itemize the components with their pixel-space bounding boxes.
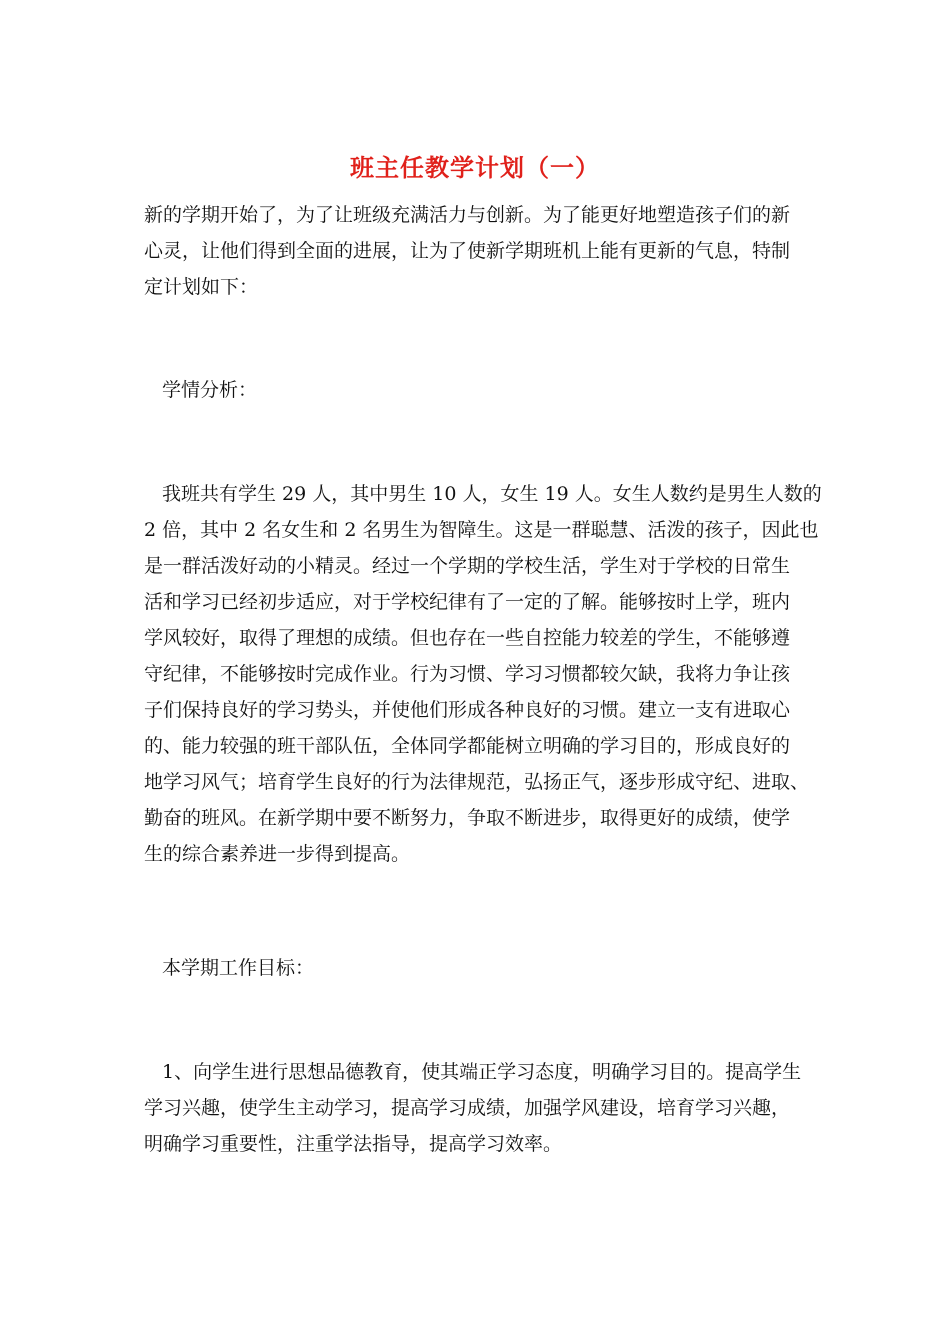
goal-line: 明确学习重要性，注重学法指导，提高学习效率。: [144, 1133, 563, 1155]
intro-line: 心灵，让他们得到全面的进展，让为了使新学期班机上能有更新的气息，特制: [144, 240, 791, 262]
analysis-line: 我班共有学生 29 人，其中男生 10 人，女生 19 人。女生人数约是男生人数的: [162, 483, 822, 505]
analysis-line: 守纪律，不能够按时完成作业。行为习惯、学习习惯都较欠缺，我将力争让孩: [144, 663, 791, 685]
analysis-line: 勤奋的班风。在新学期中要不断努力，争取不断进步，取得更好的成绩，使学: [144, 807, 791, 829]
goal-item-1: [144, 1054, 812, 1162]
section-heading-text: 学情分析：: [162, 379, 258, 401]
intro-line: 定计划如下：: [144, 276, 259, 298]
intro-paragraph: [144, 197, 812, 305]
analysis-line: 子们保持良好的学习势头，并使他们形成各种良好的习惯。建立一支有进取心: [144, 699, 791, 721]
section-heading-text: 本学期工作目标：: [162, 957, 315, 979]
analysis-line: 地学习风气；培育学生良好的行为法律规范，弘扬正气，逐步形成守纪、进取、: [144, 771, 810, 793]
section-heading-analysis: [144, 372, 812, 408]
analysis-paragraph: [144, 476, 822, 872]
analysis-line: 生的综合素养进一步得到提高。: [144, 843, 411, 865]
analysis-line: 学风较好，取得了理想的成绩。但也存在一些自控能力较差的学生，不能够遵: [144, 627, 791, 649]
analysis-line: 2 倍，其中 2 名女生和 2 名男生为智障生。这是一群聪慧、活泼的孩子，因此也: [144, 519, 819, 541]
section-heading-goals: [144, 950, 812, 986]
analysis-line: 的、能力较强的班干部队伍，全体同学都能树立明确的学习目的，形成良好的: [144, 735, 791, 757]
analysis-line: 活和学习已经初步适应，对于学校纪律有了一定的了解。能够按时上学，班内: [144, 591, 791, 613]
analysis-line: 是一群活泼好动的小精灵。经过一个学期的学校生活，学生对于学校的日常生: [144, 555, 791, 577]
goal-line: 学习兴趣，使学生主动学习，提高学习成绩，加强学风建设，培育学习兴趣，: [144, 1097, 791, 1119]
goal-line: 1、向学生进行思想品德教育，使其端正学习态度，明确学习目的。提高学生: [162, 1061, 802, 1083]
page-title: 班主任教学计划（一）: [350, 153, 600, 182]
intro-line: 新的学期开始了，为了让班级充满活力与创新。为了能更好地塑造孩子们的新: [144, 204, 791, 226]
